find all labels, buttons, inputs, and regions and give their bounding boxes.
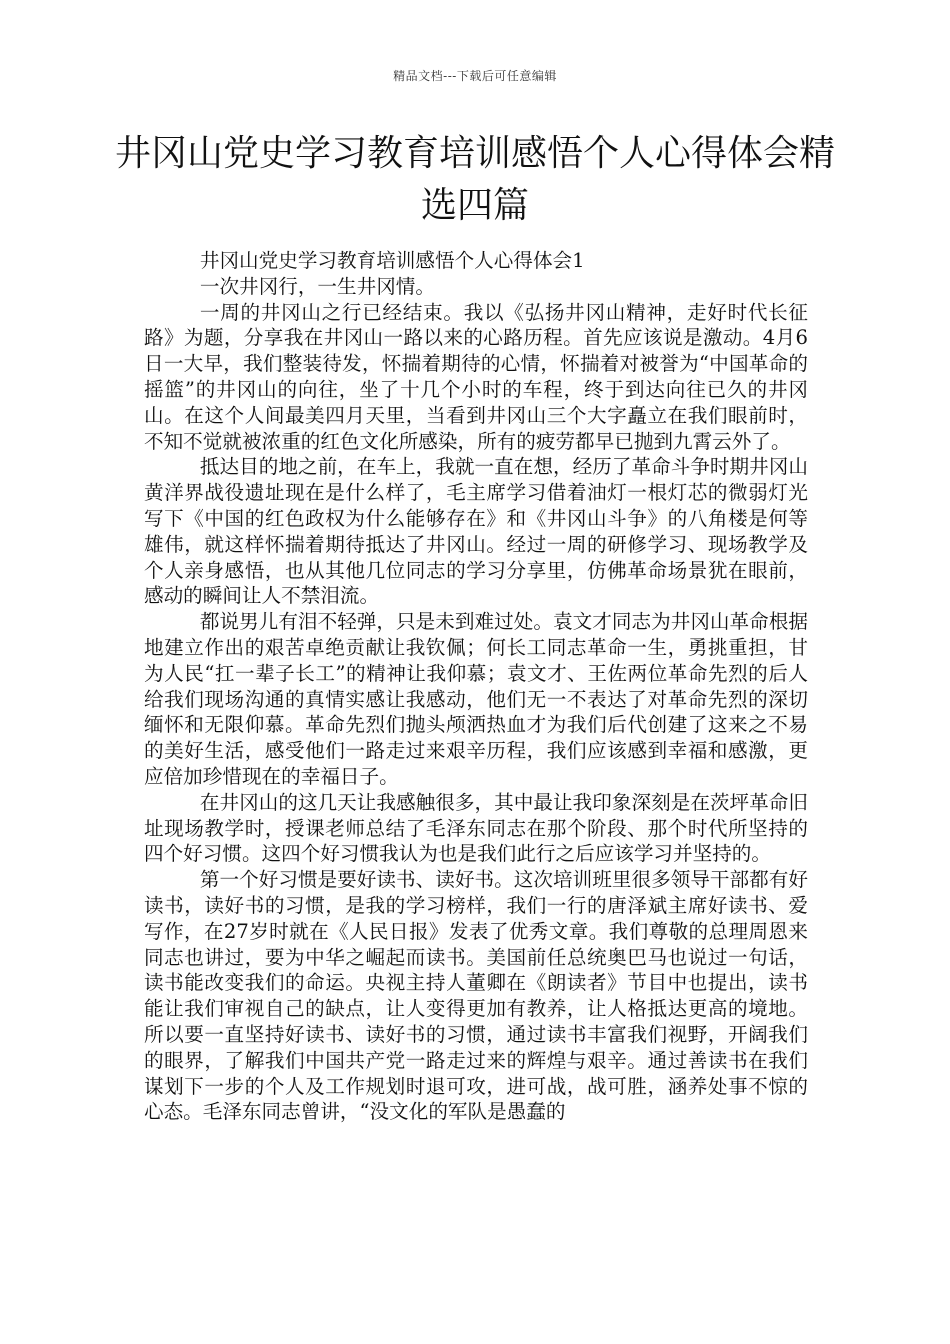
body-paragraph: 抵达目的地之前，在车上，我就一直在想，经历了革命斗争时期井冈山黄洋界战役遗址现在是什么样了，毛主席学习借着油灯一根灯芯的微弱灯光写下《中国的红色政权为什么能够存在》和《井冈山斗争》的八角楼是何等雄伟，就这样怀揣着期待抵达了井冈山。经过一周的研修学习、现场教学及个人亲身感悟，也从其他几位同志的学习分享里，仿佛革命场景犹在眼前，感动的瞬间让人不禁泪流。: [144, 455, 808, 608]
body-paragraph: 都说男儿有泪不轻弹，只是未到难过处。袁文才同志为井冈山革命根据地建立作出的艰苦卓绝贡献让我钦佩；何长工同志革命一生，勇挑重担，甘为人民“扛一辈子长工”的精神让我仰慕；袁文才、王佐两位革命先烈的后人给我们现场沟通的真情实感让我感动，他们无一不表达了对革命先烈的深切缅怀和无限仰慕。革命先烈们抛头颅洒热血才为我们后代创建了这来之不易的美好生活，感受他们一路走过来艰辛历程，我们应该感到幸福和感激，更应倍加珍惜现在的幸福日子。: [144, 610, 808, 788]
section-heading: 井冈山党史学习教育培训感悟个人心得体会1: [199, 249, 585, 272]
document-body: [144, 248, 808, 1125]
body-paragraph: 一周的井冈山之行已经结束。我以《弘扬井冈山精神，走好时代长征路》为题，分享我在井冈山一路以来的心路历程。首先应该说是激动。4月6日一大早，我们整装待发，怀揣着期待的心情，怀揣着对被誉为“中国革命的摇篮”的井冈山的向往，坐了十几个小时的车程，终于到达向往已久的井冈山。在这个人间最美四月天里，当看到井冈山三个大字矗立在我们眼前时，不知不觉就被浓重的红色文化所感染，所有的疲劳都早已抛到九霄云外了。: [144, 300, 808, 453]
body-paragraph: 第一个好习惯是要好读书、读好书。这次培训班里很多领导干部都有好读书，读好书的习惯，是我的学习榜样，我们一行的唐泽斌主席好读书、爱写作，在27岁时就在《人民日报》发表了优秀文章。我们尊敬的总理周恩来同志也讲过，要为中华之崛起而读书。美国前任总统奥巴马也说过一句话，读书能改变我们的命运。央视主持人董卿在《朗读者》节目中也提出，读书能让我们审视自己的缺点，让人变得更加有教养，让人格抵达更高的境地。所以要一直坚持好读书、读好书的习惯，通过读书丰富我们视野，开阔我们的眼界，了解我们中国共产党一路走过来的辉煌与艰辛。通过善读书在我们谋划下一步的个人及工作规划时退可攻，进可战，战可胜，涵养处事不惊的心态。毛泽东同志曾讲，“没文化的军队是愚蠢的: [144, 868, 808, 1124]
body-paragraph: 一次井冈行，一生井冈情。: [199, 274, 435, 298]
body-paragraph: 在井冈山的这几天让我感触很多，其中最让我印象深刻是在茨坪革命旧址现场教学时，授课老师总结了毛泽东同志在那个阶段、那个时代所坚持的四个好习惯。这四个好习惯我认为也是我们此行之后应该学习并坚持的。: [144, 790, 808, 866]
header-note: 精品文档---下载后可任意编辑: [393, 69, 557, 83]
document-title: 井冈山党史学习教育培训感悟个人心得体会精选四篇: [114, 133, 835, 226]
